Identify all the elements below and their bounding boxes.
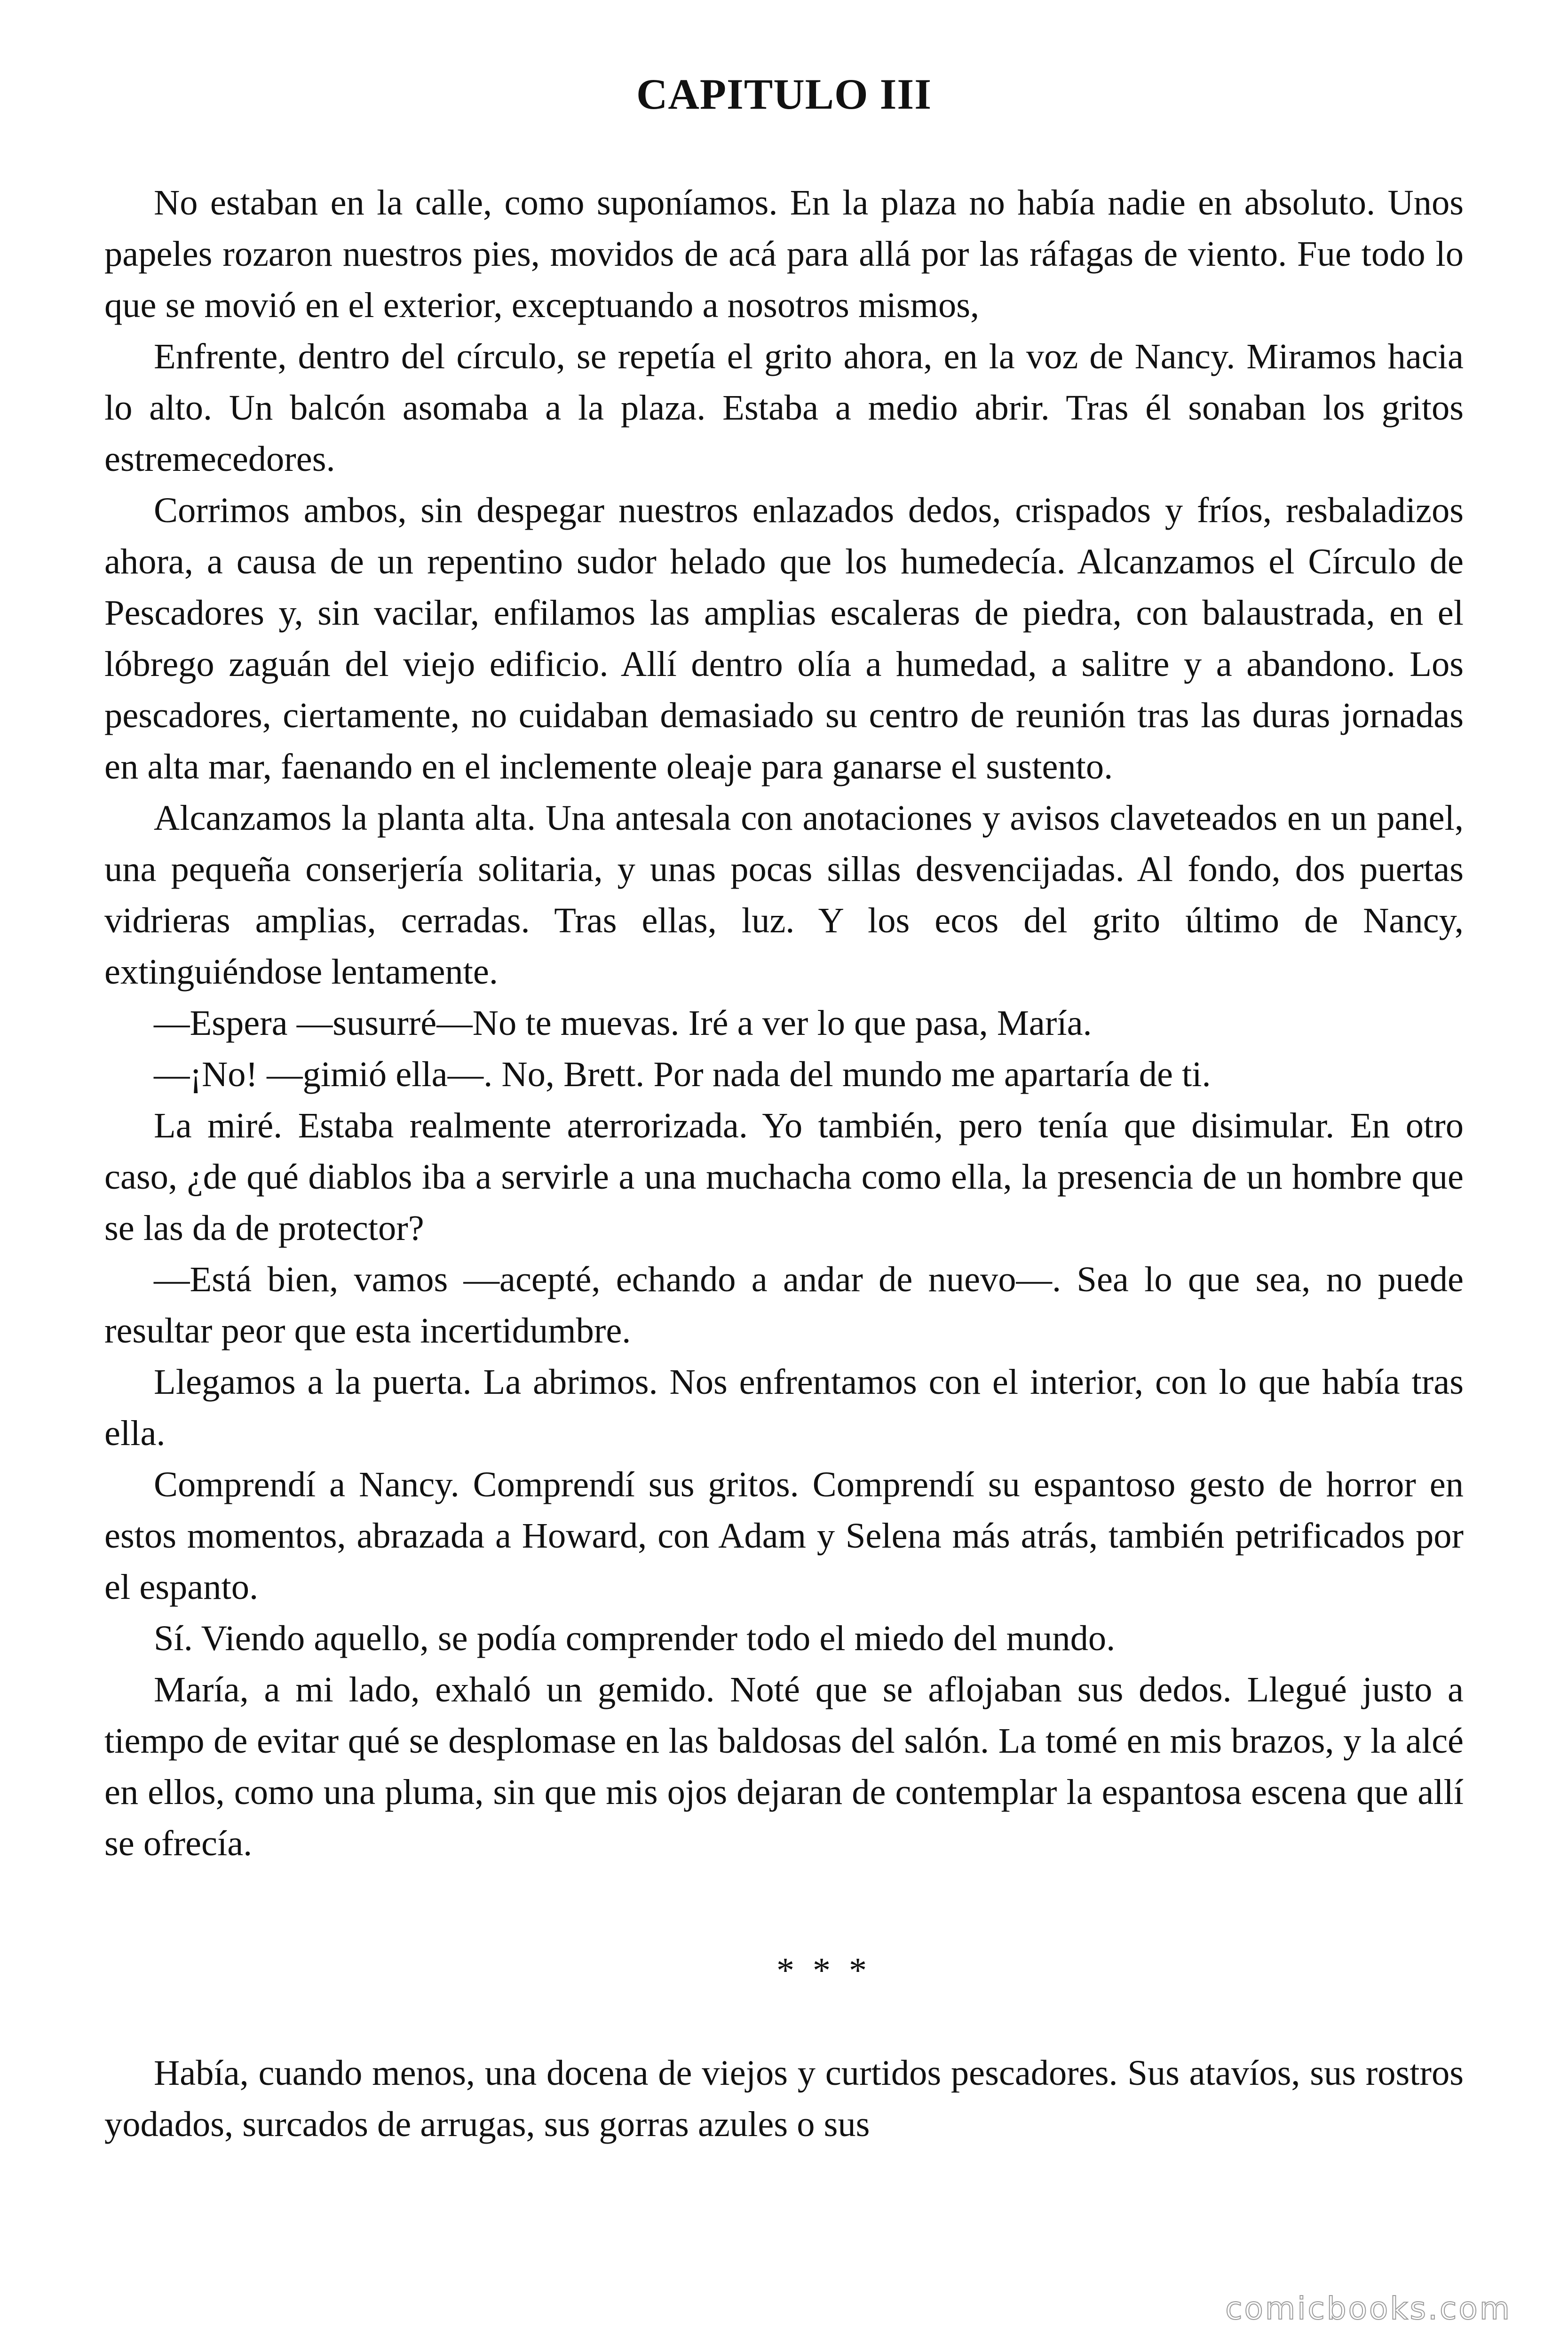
paragraph: Alcanzamos la planta alta. Una antesala con anotaciones y avisos claveteados en un panel, una pequeña conserjería solitaria, y unas pocas sillas desvencijadas. Al fondo, dos puertas vidrieras amplias, cerradas. Tras ellas, luz. Y los ecos del grito último de Nancy, extinguiéndose lentamente. (104, 798, 1464, 992)
paragraph: Comprendí a Nancy. Comprendí sus gritos. Comprendí su espantoso gesto de horror en estos momentos, abrazada a Howard, con Adam y Selena más atrás, también petrificados por el espanto. (104, 1464, 1464, 1607)
section-break: * * * (776, 1951, 871, 1990)
body-text (104, 177, 1464, 2150)
paragraph: No estaban en la calle, como suponíamos. En la plaza no había nadie en absoluto. Unos papeles rozaron nuestros pies, movidos de acá para allá por las ráfagas de viento. Fue todo lo que se movió en el exterior, exceptuando a nosotros mismos, (104, 183, 1464, 325)
paragraph: Había, cuando menos, una docena de viejos y curtidos pescadores. Sus atavíos, sus rostros yodados, surcados de arrugas, sus gorras azules o sus (104, 2053, 1464, 2144)
paragraph: Enfrente, dentro del círculo, se repetía el grito ahora, en la voz de Nancy. Miramos hacia lo alto. Un balcón asomaba a la plaza. Estaba a medio abrir. Tras él sonaban los gritos estremecedores. (104, 336, 1464, 479)
paragraph: Llegamos a la puerta. La abrimos. Nos enfrentamos con el interior, con lo que había tras ella. (104, 1362, 1464, 1453)
paragraph: María, a mi lado, exhaló un gemido. Noté que se aflojaban sus dedos. Llegué justo a tiempo de evitar qué se desplomase en las baldosas del salón. La tomé en mis brazos, y la alcé en ellos, como una pluma, sin que mis ojos dejaran de contemplar la espantosa escena que allí se ofrecía. (104, 1669, 1464, 1863)
chapter-title: CAPITULO III (636, 70, 932, 118)
paragraph: Corrimos ambos, sin despegar nuestros enlazados dedos, crispados y fríos, resbaladizos ahora, a causa de un repentino sudor helado que los humedecía. Alcanzamos el Círculo de Pescadores y, sin vacilar, enfilamos las amplias escaleras de piedra, con balaustrada, en el lóbrego zaguán del viejo edificio. Allí dentro olía a humedad, a salitre y a abandono. Los pescadores, ciertamente, no cuidaban demasiado su centro de reunión tras las duras jornadas en alta mar, faenando en el inclemente oleaje para ganarse el sustento. (104, 490, 1464, 787)
dialogue-paragraph: —Está bien, vamos —acepté, echando a andar de nuevo—. Sea lo que sea, no puede resultar peor que esta incertidumbre. (104, 1259, 1464, 1351)
watermark: comicbooks.com (1225, 2290, 1512, 2327)
paragraph: Sí. Viendo aquello, se podía comprender todo el miedo del mundo. (154, 1618, 1116, 1658)
dialogue-paragraph: —¡No! —gimió ella—. No, Brett. Por nada del mundo me apartaría de ti. (154, 1054, 1211, 1094)
dialogue-paragraph: —Espera —susurré—No te muevas. Iré a ver lo que pasa, María. (154, 1003, 1092, 1043)
paragraph: La miré. Estaba realmente aterrorizada. Yo también, pero tenía que disimular. En otro caso, ¿de qué diablos iba a servirle a una muchacha como ella, la presencia de un hombre que se las da de protector? (104, 1105, 1464, 1248)
